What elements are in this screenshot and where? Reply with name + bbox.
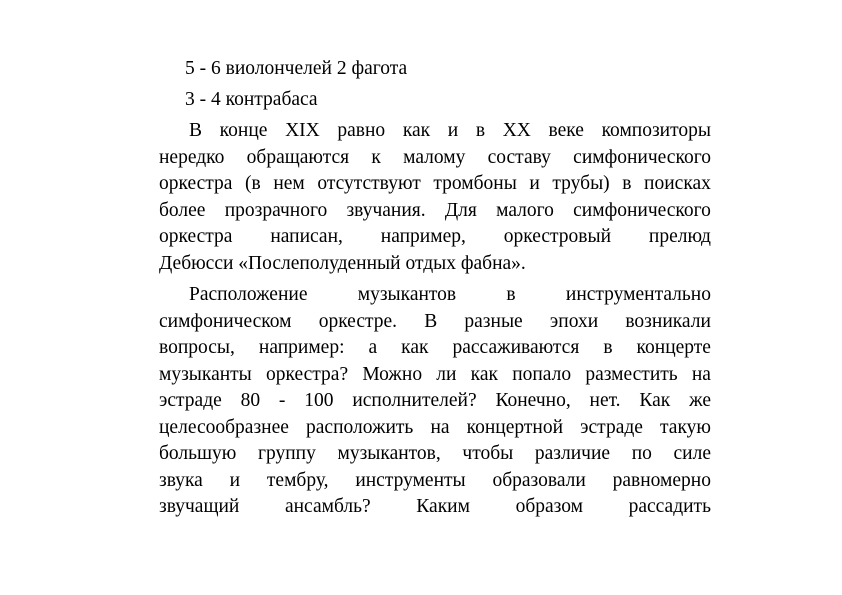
- text-line: [159, 118, 711, 145]
- word: прозрачного: [224, 199, 328, 221]
- word: составу: [487, 146, 551, 168]
- text-line: Дебюсси «Послеполуденный отдых фабна».: [159, 252, 526, 274]
- word: ансамбль?: [284, 496, 371, 517]
- word: музыкантов: [357, 284, 457, 305]
- text-line: [159, 441, 711, 468]
- word: различие: [534, 443, 611, 464]
- word: как: [470, 363, 498, 385]
- word: 80: [240, 390, 261, 411]
- word: концертной: [466, 416, 564, 438]
- word: Каким: [416, 496, 470, 517]
- word: трубы): [552, 173, 610, 194]
- word: композиторы: [601, 120, 711, 141]
- word: равно: [337, 120, 386, 141]
- word: чтобы: [462, 443, 514, 464]
- word: на: [691, 363, 711, 385]
- word: разные: [464, 310, 523, 332]
- text-line: 5 - 6 виолончелей 2 фагота: [185, 58, 408, 79]
- word: например,: [380, 226, 466, 247]
- word: на: [430, 416, 450, 438]
- word: в: [506, 284, 516, 305]
- word: оркестра?: [266, 363, 349, 385]
- word: (в: [245, 173, 261, 194]
- word: расположить: [306, 416, 414, 438]
- word: в: [622, 173, 632, 194]
- word: силе: [673, 443, 711, 464]
- word: -: [278, 390, 286, 411]
- word: музыканты: [159, 363, 252, 385]
- word: Расположение: [189, 284, 308, 305]
- word: оркестра: [159, 226, 233, 247]
- word: в: [603, 337, 613, 358]
- text-line: [159, 198, 711, 225]
- word: звука: [159, 469, 203, 491]
- word: нет.: [589, 390, 621, 411]
- text-line: [159, 468, 711, 495]
- word: эстраде: [580, 416, 643, 438]
- word: оркестровый: [503, 226, 612, 247]
- text-line: [159, 224, 711, 251]
- document-text: [159, 56, 711, 521]
- word: эпохи: [549, 310, 599, 332]
- word: ли: [436, 363, 457, 385]
- word: группу: [258, 443, 316, 464]
- word: В: [189, 120, 203, 141]
- word: как: [402, 120, 431, 141]
- word: Можно: [362, 363, 423, 385]
- word: музыкантов,: [337, 443, 441, 464]
- paragraph-1: [159, 118, 711, 277]
- text-line: [159, 145, 711, 172]
- word: оркестра: [159, 173, 233, 194]
- word: инструментально: [565, 284, 711, 305]
- word: образовали: [492, 469, 586, 491]
- word: малого: [496, 199, 554, 221]
- word: Для: [444, 199, 477, 221]
- word: поисках: [644, 173, 711, 194]
- word: более: [159, 199, 206, 221]
- word: в: [475, 120, 486, 141]
- word: малому: [403, 146, 466, 168]
- word: симфонического: [573, 199, 711, 221]
- text-line: [159, 335, 711, 362]
- word: же: [689, 390, 711, 411]
- word: концерте: [636, 337, 711, 358]
- word: В: [424, 310, 438, 332]
- word: XIX: [285, 120, 320, 141]
- word: к: [371, 146, 381, 168]
- text-line: [159, 362, 711, 389]
- word: Как: [639, 390, 671, 411]
- word: по: [631, 443, 652, 464]
- word: звучащий: [159, 496, 240, 517]
- word: например:: [258, 337, 345, 358]
- word: тембру,: [266, 469, 329, 491]
- text-line: [159, 309, 711, 336]
- word: нем: [273, 173, 305, 194]
- word: веке: [548, 120, 584, 141]
- word: обращаются: [246, 146, 350, 168]
- word: попало: [512, 363, 572, 385]
- word: разместить: [585, 363, 678, 385]
- word: вопросы,: [159, 337, 235, 358]
- word: конце: [219, 120, 268, 141]
- word: целесообразнее: [159, 416, 289, 438]
- word: а: [368, 337, 378, 358]
- text-line: [159, 388, 711, 415]
- text-line: 3 - 4 контрабаса: [185, 88, 318, 110]
- word: равномерно: [612, 469, 711, 491]
- word: и: [447, 120, 459, 141]
- word: отсутствуют: [317, 173, 421, 194]
- word: XX: [502, 120, 531, 141]
- word: эстраде: [159, 390, 222, 411]
- word: написан,: [270, 226, 343, 247]
- word: возникали: [625, 310, 711, 332]
- word: исполнителей?: [352, 390, 477, 411]
- text-line: [159, 171, 711, 198]
- word: и: [229, 469, 241, 491]
- word: рассаживаются: [452, 337, 580, 358]
- word: 100: [304, 390, 334, 411]
- word: большую: [159, 443, 237, 464]
- text-line: [159, 494, 711, 521]
- word: оркестре.: [318, 310, 398, 332]
- word: инструменты: [355, 469, 466, 491]
- word: образом: [515, 496, 583, 517]
- word: прелюд: [648, 226, 711, 247]
- word: нередко: [159, 146, 225, 168]
- word: как: [401, 337, 429, 358]
- text-line: [159, 415, 711, 442]
- word: звучания.: [346, 199, 426, 221]
- paragraph-2: [159, 282, 711, 521]
- word: симфоническом: [159, 310, 292, 332]
- word: симфонического: [573, 146, 711, 168]
- word: Конечно,: [495, 390, 571, 411]
- word: и: [529, 173, 540, 194]
- text-line: [159, 282, 711, 309]
- word: рассадить: [628, 496, 711, 517]
- word: такую: [660, 416, 711, 438]
- word: тромбоны: [433, 173, 517, 194]
